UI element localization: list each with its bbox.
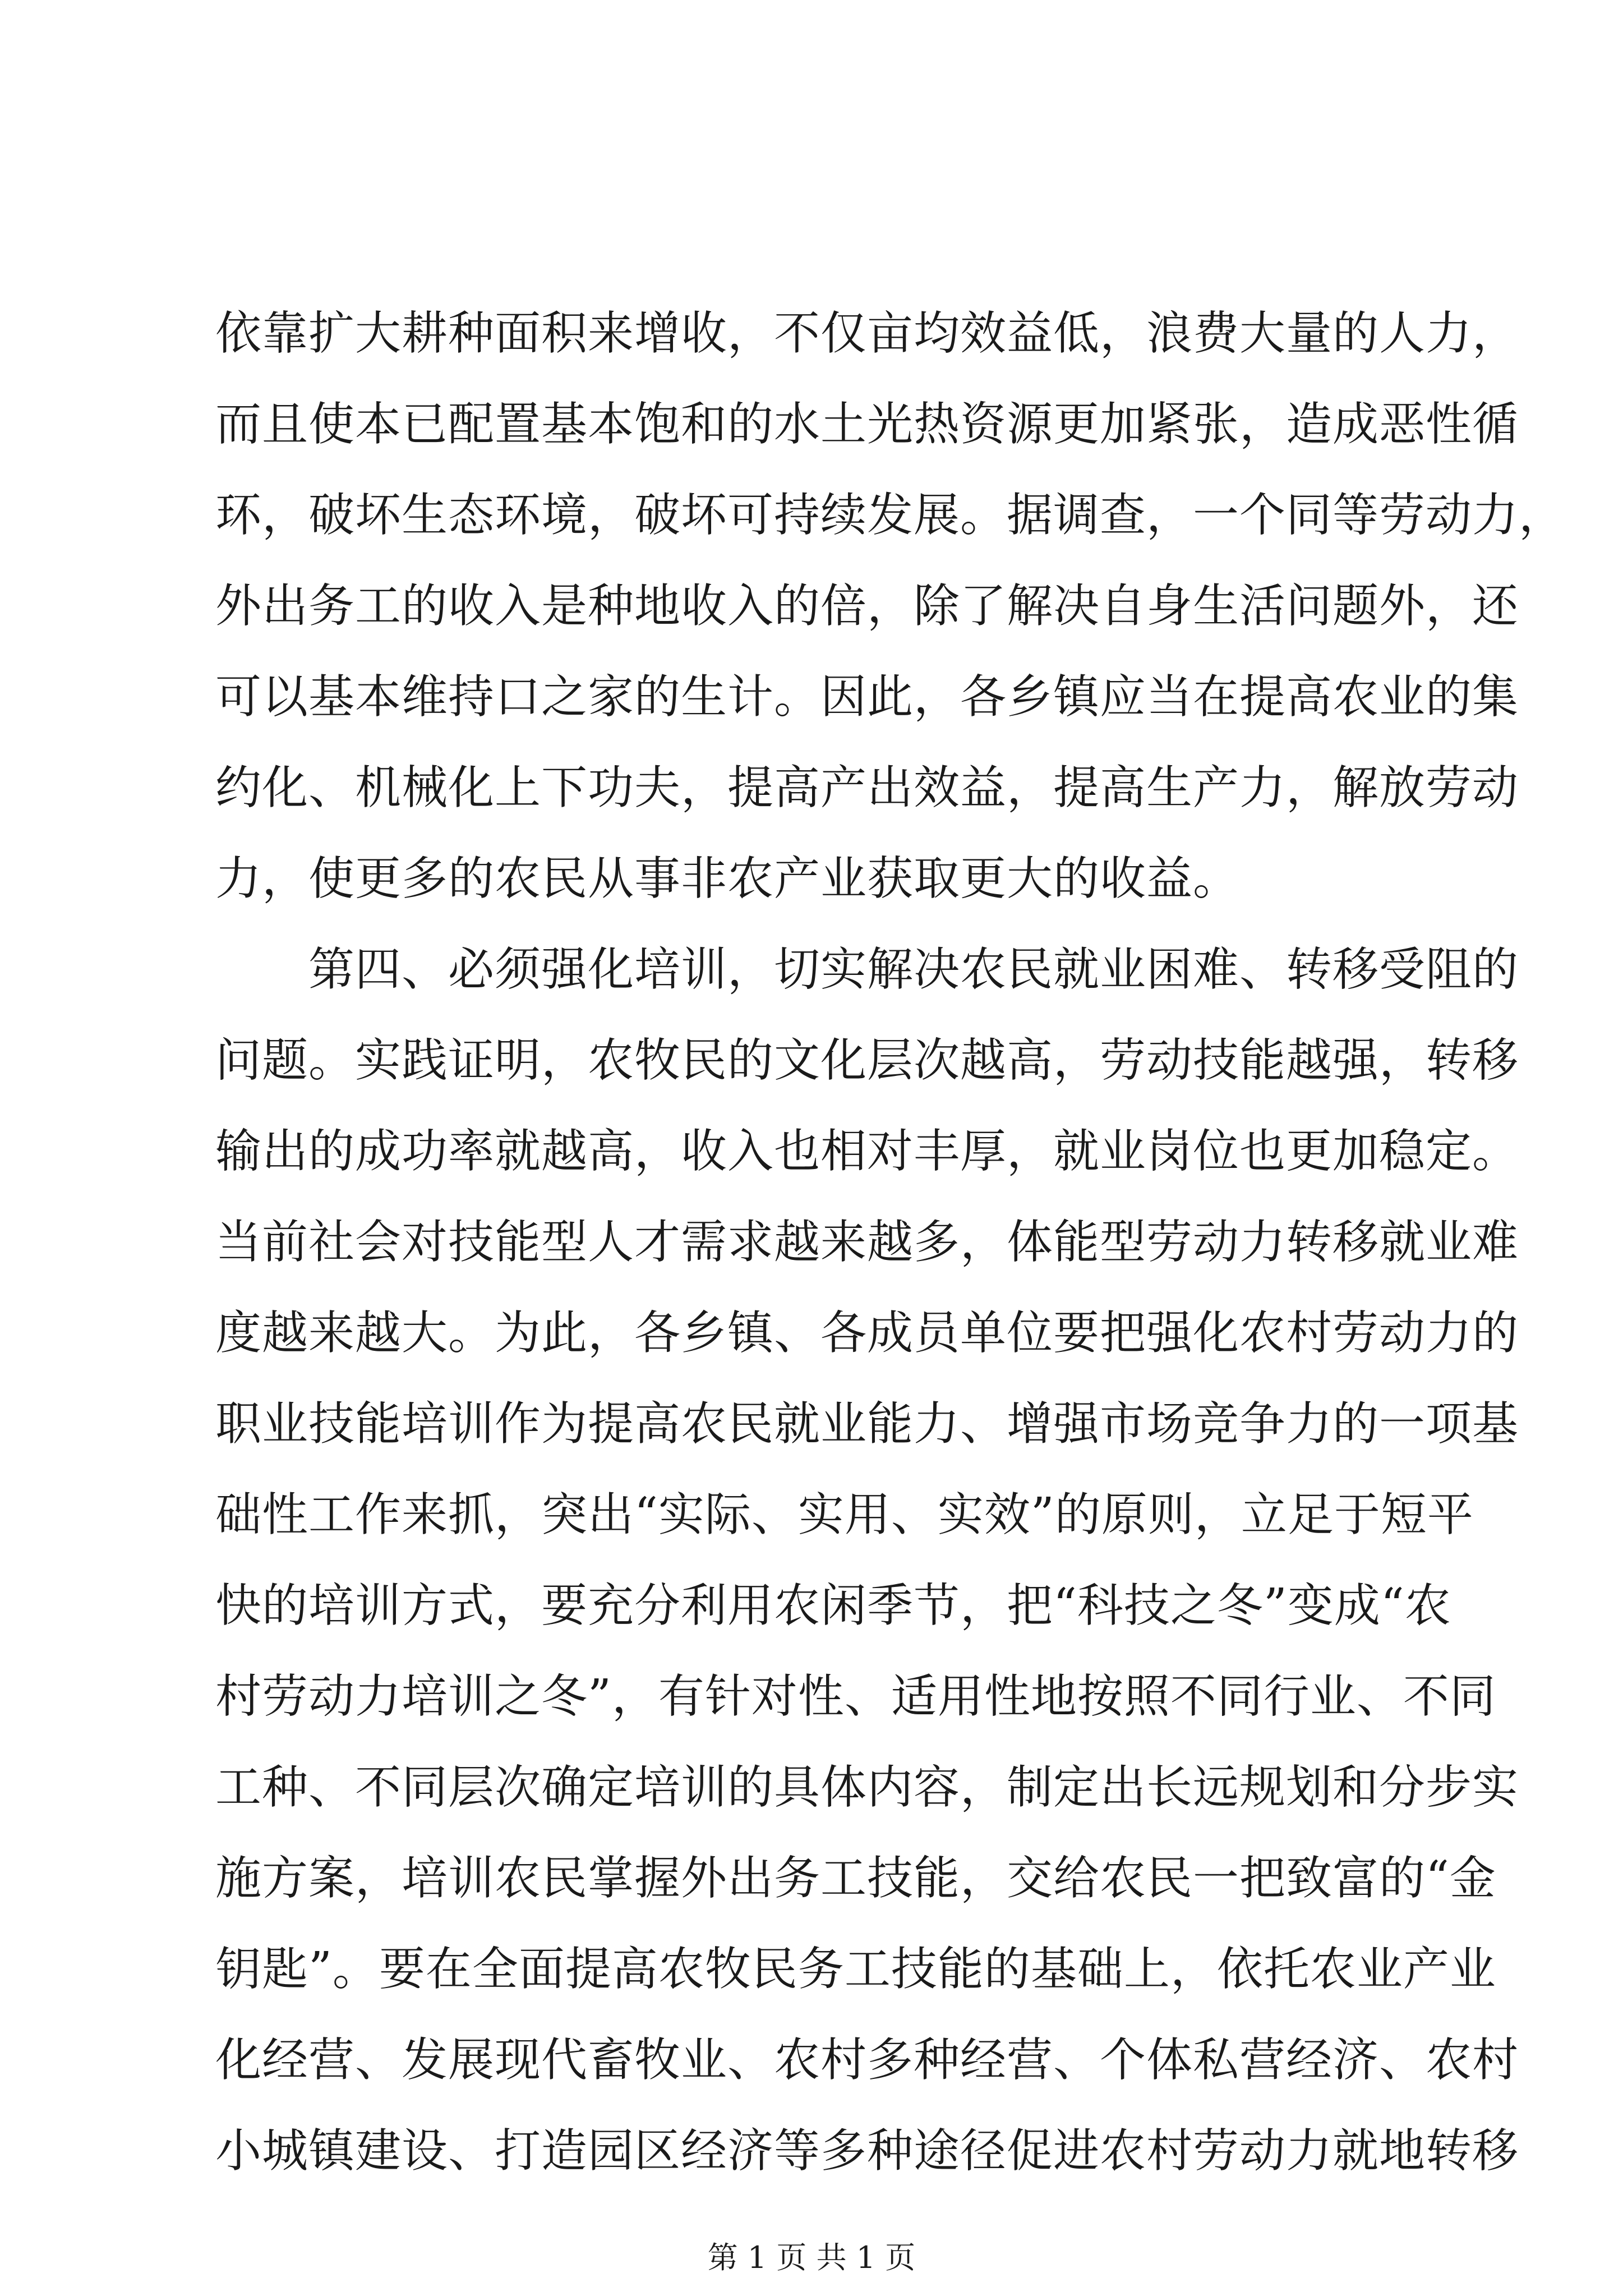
text-line-5: 可以基本维持口之家的生计。因此，各乡镇应当在提高农业的集	[215, 670, 1519, 724]
text-line-12: 度越来越大。为此，各乡镇、各成员单位要把强化农村劳动力的	[215, 1306, 1519, 1360]
text-line-4: 外出务工的收入是种地收入的倍，除了解决自身生活问题外，还	[215, 579, 1519, 633]
text-line-1: 依靠扩大耕种面积来增收，不仅亩均效益低，浪费大量的人力，	[215, 307, 1519, 360]
text-line-20: 化经营、发展现代畜牧业、农村多种经营、个体私营经济、农村	[215, 2033, 1519, 2087]
page-footer: 第 1 页 共 1 页	[707, 2240, 916, 2275]
text-line-15: 快的培训方式，要充分利用农闲季节，把“科技之冬”变成“农	[215, 1579, 1451, 1632]
text-line-8: 第四、必须强化培训，切实解决农民就业困难、转移受阻的	[215, 943, 1519, 996]
text-line-21: 小城镇建设、打造园区经济等多种途径促进农村劳动力就地转移	[215, 2124, 1519, 2178]
text-line-16: 村劳动力培训之冬”，有针对性、适用性地按照不同行业、不同	[215, 1670, 1496, 1723]
text-line-14: 础性工作来抓，突出“实际、实用、实效”的原则，立足于短平	[215, 1488, 1474, 1542]
text-line-6: 约化、机械化上下功夫，提高产出效益，提高生产力，解放劳动	[215, 761, 1519, 815]
text-line-18: 施方案，培训农民掌握外出务工技能，交给农民一把致富的“金	[215, 1852, 1496, 1905]
text-line-17: 工种、不同层次确定培训的具体内容，制定出长远规划和分步实	[215, 1761, 1519, 1814]
text-line-9: 问题。实践证明，农牧民的文化层次越高，劳动技能越强，转移	[215, 1034, 1519, 1087]
text-line-2: 而且使本已配置基本饱和的水土光热资源更加紧张，造成恶性循	[215, 398, 1519, 451]
text-line-11: 当前社会对技能型人才需求越来越多，体能型劳动力转移就业难	[215, 1216, 1519, 1269]
text-line-7: 力，使更多的农民从事非农产业获取更大的收益。	[215, 852, 1240, 905]
text-line-3: 环，破坏生态环境，破坏可持续发展。据调查，一个同等劳动力，	[215, 489, 1566, 542]
text-line-19: 钥匙”。要在全面提高农牧民务工技能的基础上，依托农业产业	[215, 1943, 1496, 1996]
text-line-13: 职业技能培训作为提高农民就业能力、增强市场竞争力的一项基	[215, 1397, 1519, 1451]
text-line-10: 输出的成功率就越高，收入也相对丰厚，就业岗位也更加稳定。	[215, 1125, 1519, 1178]
